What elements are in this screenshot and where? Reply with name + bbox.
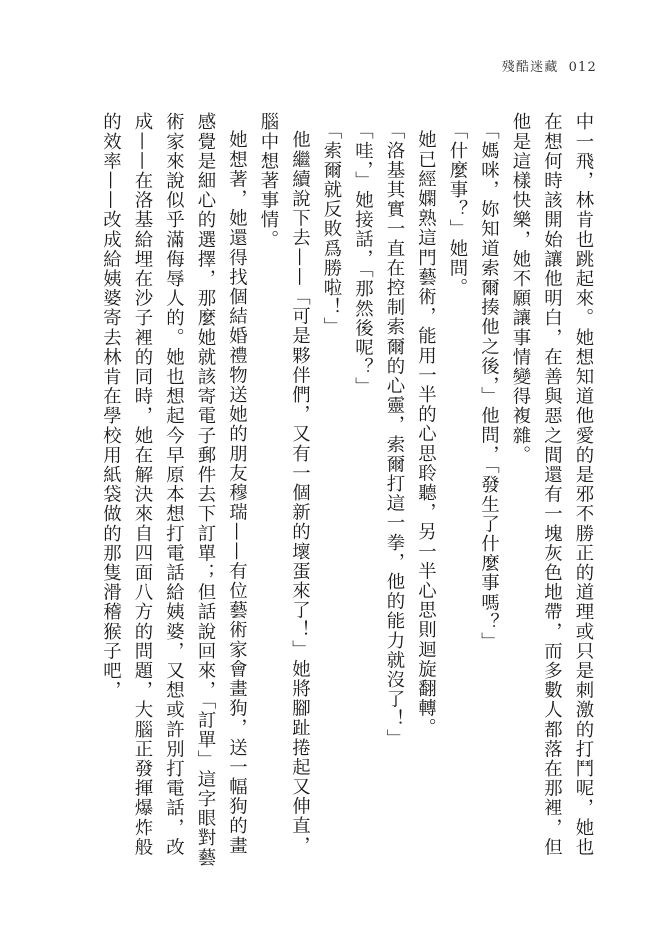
paragraph: 「什麼事？」她問。 [447,121,468,298]
page-number: 012 [568,60,597,75]
paragraph: 「哇，」她接話，「那然後呢？」 [352,121,374,397]
paragraph: 中一飛，林肯也跳起來。她想知道他愛的是邪不勝正的道理或只是刺激的打鬥呢，她也在想何時該開始讓他明白，在善與惡之間還有一塊灰色地帶，而多數人都落在那裡，但他是這樣快樂，她不願讓事情變得複雜。 [510,112,594,857]
paragraph: 「媽咪，妳知道索爾揍他之後，」他問，「發生了什麼事嗎？」 [478,121,500,652]
paragraph: 她想著，她還得找個結婚禮物送她的朋友穆瑞——有位藝術家會畫狗，送一幅狗的畫感覺是細心的選擇，那麼她就該寄電子郵件去下訂單；但話說回來，「訂單」這字眼對藝術家來說似乎滿侮辱人的。她也想起今早原本想打電話給姨婆，又想或許別打電話，改成——在洛基給埋在沙子裡的同時，她在解決來自四面八方的問題，大腦正發揮爆炸般的效率——改成給姨婆寄去林肯在學校用紙袋做的那隻滑稽猴子吧， [100,112,248,868]
book-title: 殘酷迷藏 [501,60,559,75]
body-text [95,112,599,872]
paragraph: 「索爾就反敗爲勝啦！」 [321,121,342,337]
paragraph: 「洛基其實一直在控制索爾的心靈，索爾打這一拳，他的能力就沒了！」 [384,121,405,749]
paragraph: 他繼續說下去——「可是夥伴們，又有一個新的壞蛋來了！」她將腳趾捲起又伸直，腦中想著事情。 [258,112,311,856]
paragraph: 她已經嫻熟這門藝術，能用一半的心思聆聽，另一半心思則迴旋翻轉。 [415,130,437,738]
running-header [502,56,597,75]
